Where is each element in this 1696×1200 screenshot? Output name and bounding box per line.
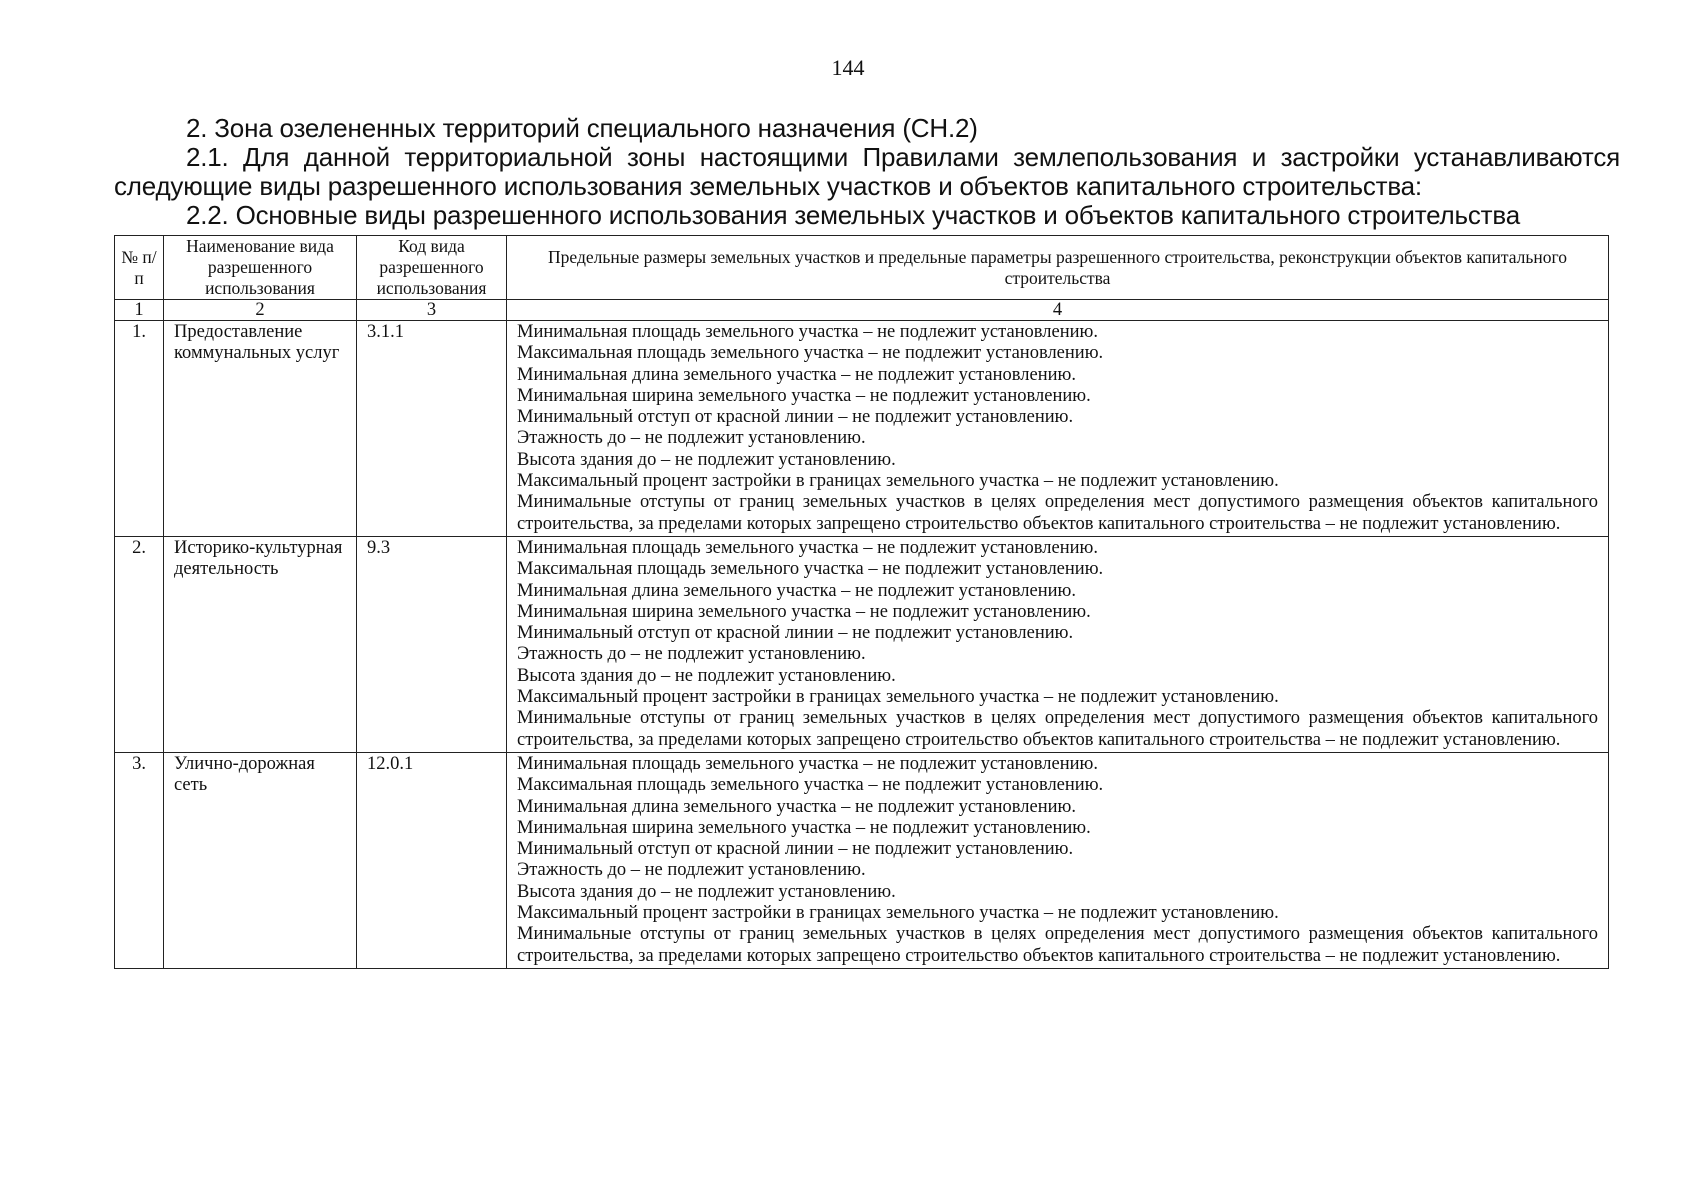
table-header [115,236,1609,321]
parameter-line: Максимальная площадь земельного участка – не подлежит установлению. [517,343,1104,364]
paragraph-2-1: 2.1. Для данной территориальной зоны настоящими Правилами землепользования и застройки устанавливаются следующие виды разрешенного использования земельных участков и объектов капитального строительства: [114,142,1620,201]
parameter-line: Минимальный отступ от красной линии – не подлежит установлению. [517,839,1074,860]
parameter-line: Минимальные отступы от границ земельных участков в целях определения мест допустимого размещения объектов капитального строительства, за пределами которых запрещено строительство объектов капитального строительства – не подлежит установлению. [517,492,1598,534]
use-code: 12.0.1 [357,752,507,968]
parameter-line: Минимальная длина земельного участка – не подлежит установлению. [517,580,1076,601]
row-number: 1. [115,321,164,537]
parameters-cell [507,321,1609,537]
use-name: Предоставление коммунальных услуг [164,321,357,537]
use-name: Историко-культурная деятельность [164,536,357,752]
parameter-line: Максимальная площадь земельного участка – не подлежит установлению. [517,559,1104,580]
parameter-line: Максимальный процент застройки в границах земельного участка – не подлежит установлению. [517,903,1279,924]
parameter-line: Минимальный отступ от красной линии – не подлежит установлению. [517,407,1074,428]
table-body [115,321,1609,969]
parameter-line: Минимальная длина земельного участка – не подлежит установлению. [517,796,1076,817]
column-number: 1 [115,300,164,321]
header-number: № п/п [115,236,164,300]
paragraph-2-2: 2.2. Основные виды разрешенного использования земельных участков и объектов капитального строительства [186,200,1520,230]
table-row [115,752,1609,968]
use-code: 3.1.1 [357,321,507,537]
row-number: 3. [115,752,164,968]
parameter-line: Минимальные отступы от границ земельных участков в целях определения мест допустимого размещения объектов капитального строительства, за пределами которых запрещено строительство объектов капитального строительства – не подлежит установлению. [517,924,1598,966]
parameter-line: Максимальная площадь земельного участка – не подлежит установлению. [517,775,1104,796]
parameter-line: Максимальный процент застройки в границах земельного участка – не подлежит установлению. [517,687,1279,708]
parameter-line: Минимальный отступ от красной линии – не подлежит установлению. [517,623,1074,644]
permitted-use-table [114,235,1609,969]
parameters-cell [507,752,1609,968]
header-use-code: Код вида разрешенного использования [357,236,507,300]
column-number: 2 [164,300,357,321]
parameter-line: Максимальный процент застройки в границах земельного участка – не подлежит установлению. [517,471,1279,492]
section-heading [114,114,1620,230]
parameter-line: Минимальная длина земельного участка – не подлежит установлению. [517,364,1076,385]
parameter-line: Этажность до – не подлежит установлению. [517,428,866,449]
parameter-line: Этажность до – не подлежит установлению. [517,860,866,881]
parameter-line: Высота здания до – не подлежит установлению. [517,665,896,686]
use-name: Улично-дорожная сеть [164,752,357,968]
table-row [115,536,1609,752]
header-parameters: Предельные размеры земельных участков и предельные параметры разрешенного строительства, реконструкции объектов капитального строительства [507,236,1609,300]
use-code: 9.3 [357,536,507,752]
column-number: 4 [507,300,1609,321]
parameter-line: Минимальная ширина земельного участка – не подлежит установлению. [517,601,1091,622]
parameter-line: Высота здания до – не подлежит установлению. [517,449,896,470]
column-number: 3 [357,300,507,321]
zone-title: 2. Зона озелененных территорий специального назначения (СН.2) [186,113,978,143]
parameter-line: Минимальная ширина земельного участка – не подлежит установлению. [517,817,1091,838]
page-number: 144 [831,55,865,80]
table-row [115,321,1609,537]
parameters-cell [507,536,1609,752]
parameter-line: Этажность до – не подлежит установлению. [517,644,866,665]
parameter-line: Минимальная площадь земельного участка – не подлежит установлению. [517,537,1098,558]
parameter-line: Высота здания до – не подлежит установлению. [517,881,896,902]
parameter-line: Минимальные отступы от границ земельных участков в целях определения мест допустимого размещения объектов капитального строительства, за пределами которых запрещено строительство объектов капитального строительства – не подлежит установлению. [517,708,1598,750]
parameter-line: Минимальная площадь земельного участка – не подлежит установлению. [517,753,1098,774]
row-number: 2. [115,536,164,752]
parameter-line: Минимальная ширина земельного участка – не подлежит установлению. [517,385,1091,406]
column-number-row [115,300,1609,321]
parameter-line: Минимальная площадь земельного участка – не подлежит установлению. [517,322,1098,342]
header-row [115,236,1609,300]
header-use-name: Наименование вида разрешенного использования [164,236,357,300]
